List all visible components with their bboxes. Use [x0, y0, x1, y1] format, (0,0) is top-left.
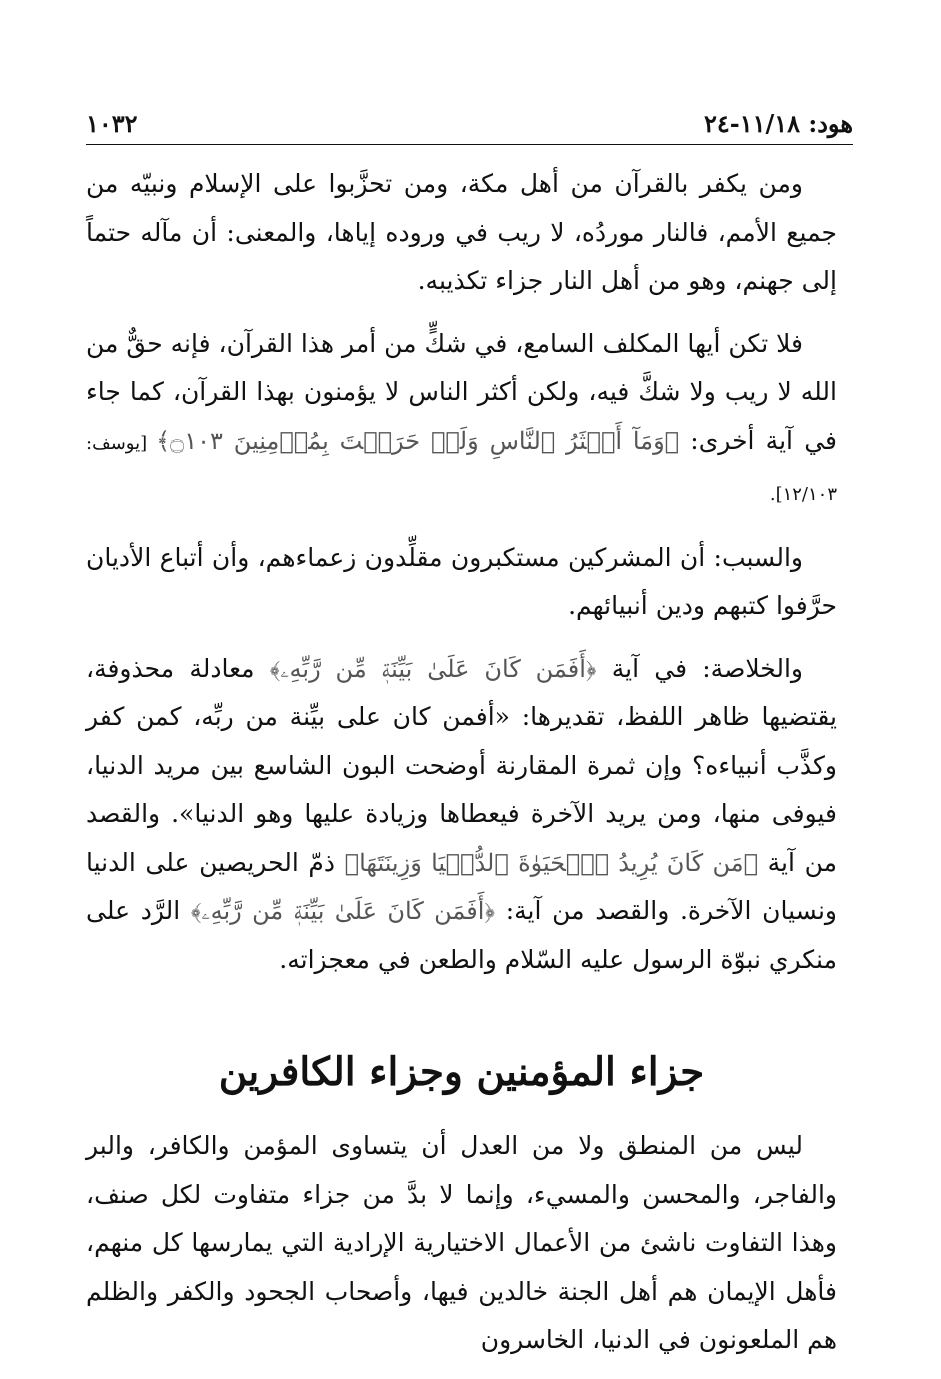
paragraph-text: فلا تكن أيها المكلف السامع، في شكٍّ من أمر هذا القرآن، فإنه حقٌّ من الله لا ريب ولا شكَّ فيه، ولكن أكثر الناس لا يؤمنون بهذا القرآن، كما جاء في آية أخرى: — [86, 328, 837, 455]
running-header — [86, 92, 853, 138]
section-paragraph — [86, 1122, 837, 1365]
paragraph-3 — [86, 534, 837, 631]
paragraph-4 — [86, 645, 837, 985]
paragraph-2 — [86, 320, 837, 520]
page-number: ١٠٣٢ — [86, 109, 138, 138]
quran-verse: ﴿مَن كَانَ يُرِيدُ ٱلۡحَيَوٰةَ ٱلدُّنۡيَا وَزِينَتَهَا﴾ — [344, 848, 759, 877]
quran-verse: ﴿أَفَمَن كَانَ عَلَىٰ بَيِّنَةٖ مِّن رَّبِّهِۦ﴾ — [190, 897, 496, 925]
body-text — [86, 160, 837, 1379]
paragraph-text: ومن يكفر بالقرآن من أهل مكة، ومن تحزَّبوا على الإسلام ونبيّه من جميع الأمم، فالنار موردُه، لا ريب في وروده إياها، والمعنى: أن مآله حتماً إلى جهنم، وهو من أهل النار جزاء تكذيبه. — [86, 169, 837, 295]
paragraph-text: ذمّ الحريصين على الدنيا ونسيان الآخرة. والقصد من آية: — [86, 847, 837, 925]
paragraph-text: والسبب: أن المشركين مستكبرون مقلِّدون زعماءهم، وأن أتباع الأديان حرَّفوا كتبهم ودين أنبيائهم. — [86, 542, 837, 620]
paragraph-text: الرَّد على منكري نبوّة الرسول عليه السّلام والطعن في معجزاته. — [86, 896, 837, 974]
paragraph-text: ليس من المنطق ولا من العدل أن يتساوى المؤمن والكافر، والبر والفاجر، والمحسن والمسيء، وإنما لا بدَّ من جزاء متفاوت لكل صنف، وهذا التفاوت ناشئ من الأعمال الاختيارية الإرادية التي يمارسها كل منهم، فأهل الإيمان هم أهل الجنة خالدين فيها، وأصحاب الجحود والكفر والظلم هم الملعونون في الدنيا، الخاسرون — [86, 1131, 837, 1354]
quran-verse: ﴿وَمَآ أَكۡثَرُ ٱلنَّاسِ وَلَوۡ حَرَصۡتَ بِمُؤۡمِنِينَ ۝١٠٣﴾ — [156, 426, 680, 455]
quran-verse: ﴿أَفَمَن كَانَ عَلَىٰ بَيِّنَةٖ مِّن رَّبِّهِۦ﴾ — [269, 654, 597, 683]
paragraph-1 — [86, 160, 837, 306]
paragraph-text: والخلاصة: في آية — [596, 653, 804, 683]
surah-reference: هود: ١١/١٨-٢٤ — [703, 109, 853, 138]
section-heading: جزاء المؤمنين وجزاء الكافرين — [218, 1049, 705, 1095]
header-divider — [86, 144, 853, 145]
verse-reference: [يوسف: ١٢/١٠٣]. — [86, 432, 837, 505]
paragraph-text: معادلة محذوفة، يقتضيها ظاهر اللفظ، تقديرها: «أفمن كان على بيِّنة من ربِّه، كمن كفر وكذَّب أنبياءه؟ وإن ثمرة المقارنة أوضحت البون الشاسع بين مريد الدنيا، فيوفى منها، ومن يريد الآخرة فيعطاها وزيادة عليها وهو الدنيا». والقصد من آية — [86, 653, 837, 877]
